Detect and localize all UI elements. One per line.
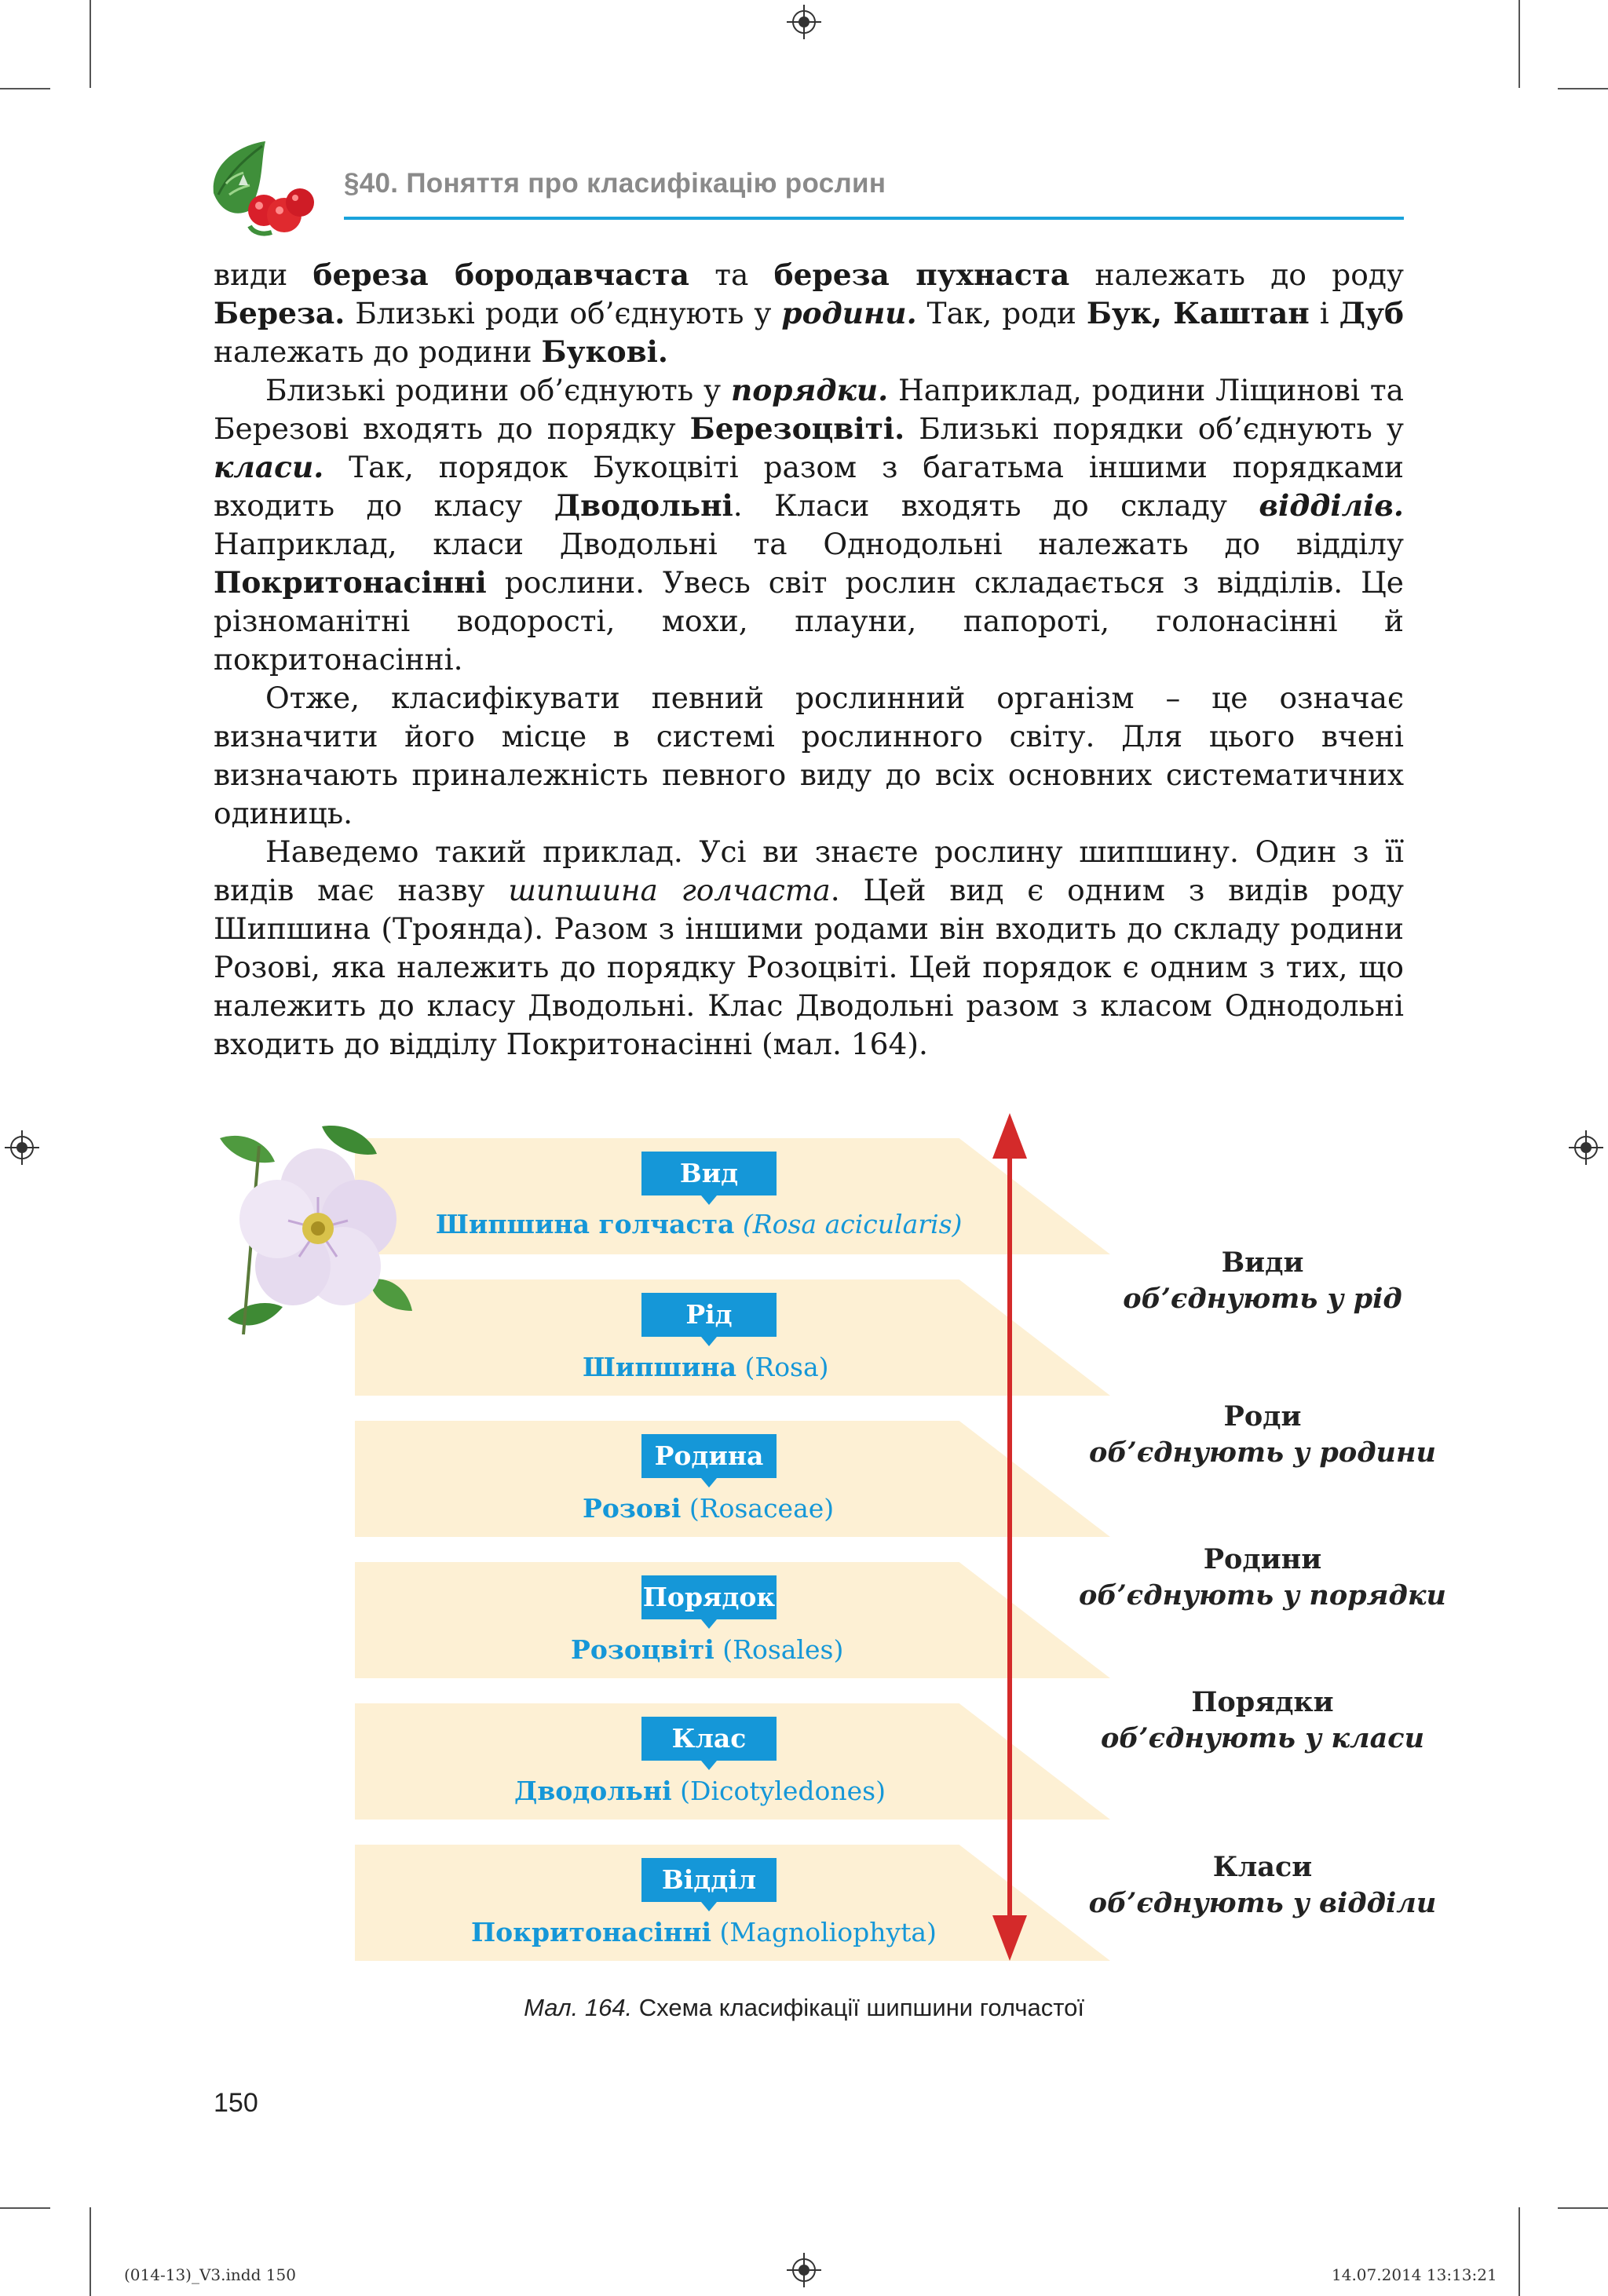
text-run: та xyxy=(689,257,774,292)
grouping-label xyxy=(1011,1542,1514,1614)
hierarchy-double-arrow-icon xyxy=(991,1113,1029,1961)
text-run: Наведемо такий приклад. Усі ви знаєте рослину шипшину. Один з її видів має назву xyxy=(214,834,1404,907)
crop-mark xyxy=(1518,0,1520,88)
grouping-label-line: Роди xyxy=(1223,1400,1302,1433)
text-run: рослини. Увесь світ рослин складається з відділів. Це різноманітні водорості, мохи, плауни, папороті, голонасінні й покритонасінні. xyxy=(214,565,1404,677)
text-run: Дводольні xyxy=(554,488,733,523)
taxon-latin-name: (Dicotyledones) xyxy=(680,1776,886,1806)
text-run: Бук, Каштан xyxy=(1086,296,1310,330)
taxon-latin-name: (Rosa) xyxy=(744,1352,829,1382)
registration-mark-icon xyxy=(787,2253,821,2287)
text-run: відділів. xyxy=(1259,488,1404,523)
grouping-label xyxy=(1011,1849,1514,1922)
taxon-name xyxy=(471,1917,937,1947)
crop-mark xyxy=(1558,2207,1608,2209)
taxon-ukrainian-name: Дводольні xyxy=(514,1776,672,1806)
grouping-label-line: об’єднують у рід xyxy=(1123,1283,1402,1315)
figure-caption xyxy=(0,1994,1608,2022)
crop-mark xyxy=(90,0,91,88)
text-run: Отже, класифікувати певний рослинний організм – це означає визначити його місце в системі рослинного світу. Для цього вчені визначають приналежність певного виду до всіх основних систематичних одиниць. xyxy=(214,681,1404,830)
text-run: Дуб xyxy=(1339,296,1404,330)
rank-tag-species: Вид xyxy=(641,1152,777,1195)
figure-caption-text: Схема класифікації шипшини голчастої xyxy=(632,1994,1084,2021)
text-run: Береза. xyxy=(214,296,345,330)
print-slug-date: 14.07.2014 13:13:21 xyxy=(1332,2265,1497,2284)
taxon-latin-name: (Magnoliophyta) xyxy=(719,1917,937,1947)
figure-caption-number: Мал. 164. xyxy=(524,1994,633,2021)
text-run: Букові. xyxy=(541,334,668,369)
taxon-ukrainian-name: Шипшина голчаста xyxy=(436,1209,735,1239)
rose-flower-illustration xyxy=(212,1122,416,1338)
grouping-label-line: об’єднують у родини xyxy=(1089,1436,1436,1469)
crop-mark xyxy=(1558,88,1608,89)
rank-tag-class: Клас xyxy=(641,1717,777,1761)
text-run: і xyxy=(1309,296,1339,330)
text-run: Наприклад, родини Ліщинові та Березові входять до порядку xyxy=(214,373,1405,446)
grouping-label-line: об’єднують у відділи xyxy=(1088,1887,1437,1919)
taxon-name xyxy=(583,1493,834,1524)
text-run: класи. xyxy=(214,450,324,484)
taxon-name xyxy=(436,1209,962,1239)
text-run: . Цей вид є одним з видів роду Шипшина (Троянда). Разом з іншими родами він входить до складу родини Розові, яка належить до порядку Розоцвіті. Цей порядок є одним з тих, що належить до класу Дводольні. Клас Дводольні разом з класом Однодольні входить до відділу Покритонасінні (мал. 164). xyxy=(214,873,1404,1061)
grouping-label-line: об’єднують у порядки xyxy=(1079,1579,1446,1612)
crop-mark xyxy=(0,2207,50,2209)
text-run: належать до роду xyxy=(1069,257,1404,292)
text-run: Березоцвіті. xyxy=(689,411,905,446)
page-number: 150 xyxy=(214,2088,258,2118)
crop-mark xyxy=(1518,2207,1520,2296)
text-run: види xyxy=(214,257,313,292)
grouping-label xyxy=(1011,1399,1514,1471)
grouping-label xyxy=(1011,1245,1514,1317)
text-run: Близькі роди об’єднують у xyxy=(345,296,782,330)
paragraph xyxy=(214,371,1404,679)
header-rule xyxy=(344,217,1404,220)
grouping-label-line: Види xyxy=(1221,1247,1304,1279)
text-run: порядки. xyxy=(731,373,889,407)
taxon-ukrainian-name: Розоцвіті xyxy=(571,1634,714,1665)
taxon-name xyxy=(571,1634,843,1665)
taxon-latin-name: (Rosales) xyxy=(722,1634,844,1665)
grouping-label-line: об’єднують у класи xyxy=(1100,1722,1425,1754)
print-slug-file: (014-13)_V3.indd 150 xyxy=(124,2265,296,2284)
registration-mark-icon xyxy=(5,1130,39,1165)
chapter-leaf-berry-icon xyxy=(203,138,320,242)
rank-tag-family: Родина xyxy=(641,1434,777,1478)
grouping-label xyxy=(1011,1685,1514,1757)
text-run: Наприклад, класи Дводольні та Однодольні належать до відділу xyxy=(214,527,1404,561)
text-run: Покритонасінні xyxy=(214,565,487,600)
paragraph xyxy=(214,256,1404,371)
rank-tag-division: Відділ xyxy=(641,1858,777,1902)
text-run: Так, роди xyxy=(916,296,1087,330)
rank-tag-genus: Рід xyxy=(641,1293,777,1337)
text-run: належать до родини xyxy=(214,334,542,369)
crop-mark xyxy=(0,88,50,89)
registration-mark-icon xyxy=(1569,1130,1603,1165)
grouping-label-line: Родини xyxy=(1203,1543,1322,1575)
text-run: шипшина голчаста xyxy=(508,873,831,907)
taxon-name xyxy=(583,1352,829,1382)
paragraph xyxy=(214,679,1404,833)
text-run: береза бородавчаста xyxy=(312,257,689,292)
grouping-label-line: Класи xyxy=(1212,1851,1313,1883)
text-run: родини. xyxy=(781,296,917,330)
crop-mark xyxy=(90,2207,91,2296)
taxon-ukrainian-name: Шипшина xyxy=(583,1352,736,1382)
paragraph xyxy=(214,833,1404,1064)
taxon-ukrainian-name: Покритонасінні xyxy=(471,1917,712,1947)
rank-tag-order: Порядок xyxy=(641,1575,777,1619)
text-run: . Класи входять до складу xyxy=(733,488,1259,523)
taxon-latin-name: (Rosaceae) xyxy=(689,1493,835,1524)
text-run: Так, порядок Букоцвіті разом з багатьма іншими порядками входить до класу xyxy=(214,450,1404,523)
taxon-ukrainian-name: Розові xyxy=(583,1493,682,1524)
grouping-label-line: Порядки xyxy=(1191,1686,1334,1718)
text-run: Близькі родини об’єднують у xyxy=(265,373,732,407)
taxon-name xyxy=(514,1776,886,1806)
taxon-latin-name: (Rosa acicularis) xyxy=(742,1209,963,1239)
body-text xyxy=(214,256,1404,1064)
registration-mark-icon xyxy=(787,5,821,39)
text-run: Близькі порядки об’єднують у xyxy=(904,411,1404,446)
text-run: береза пухнаста xyxy=(773,257,1070,292)
section-title: §40. Поняття про класифікацію рослин xyxy=(344,168,886,199)
